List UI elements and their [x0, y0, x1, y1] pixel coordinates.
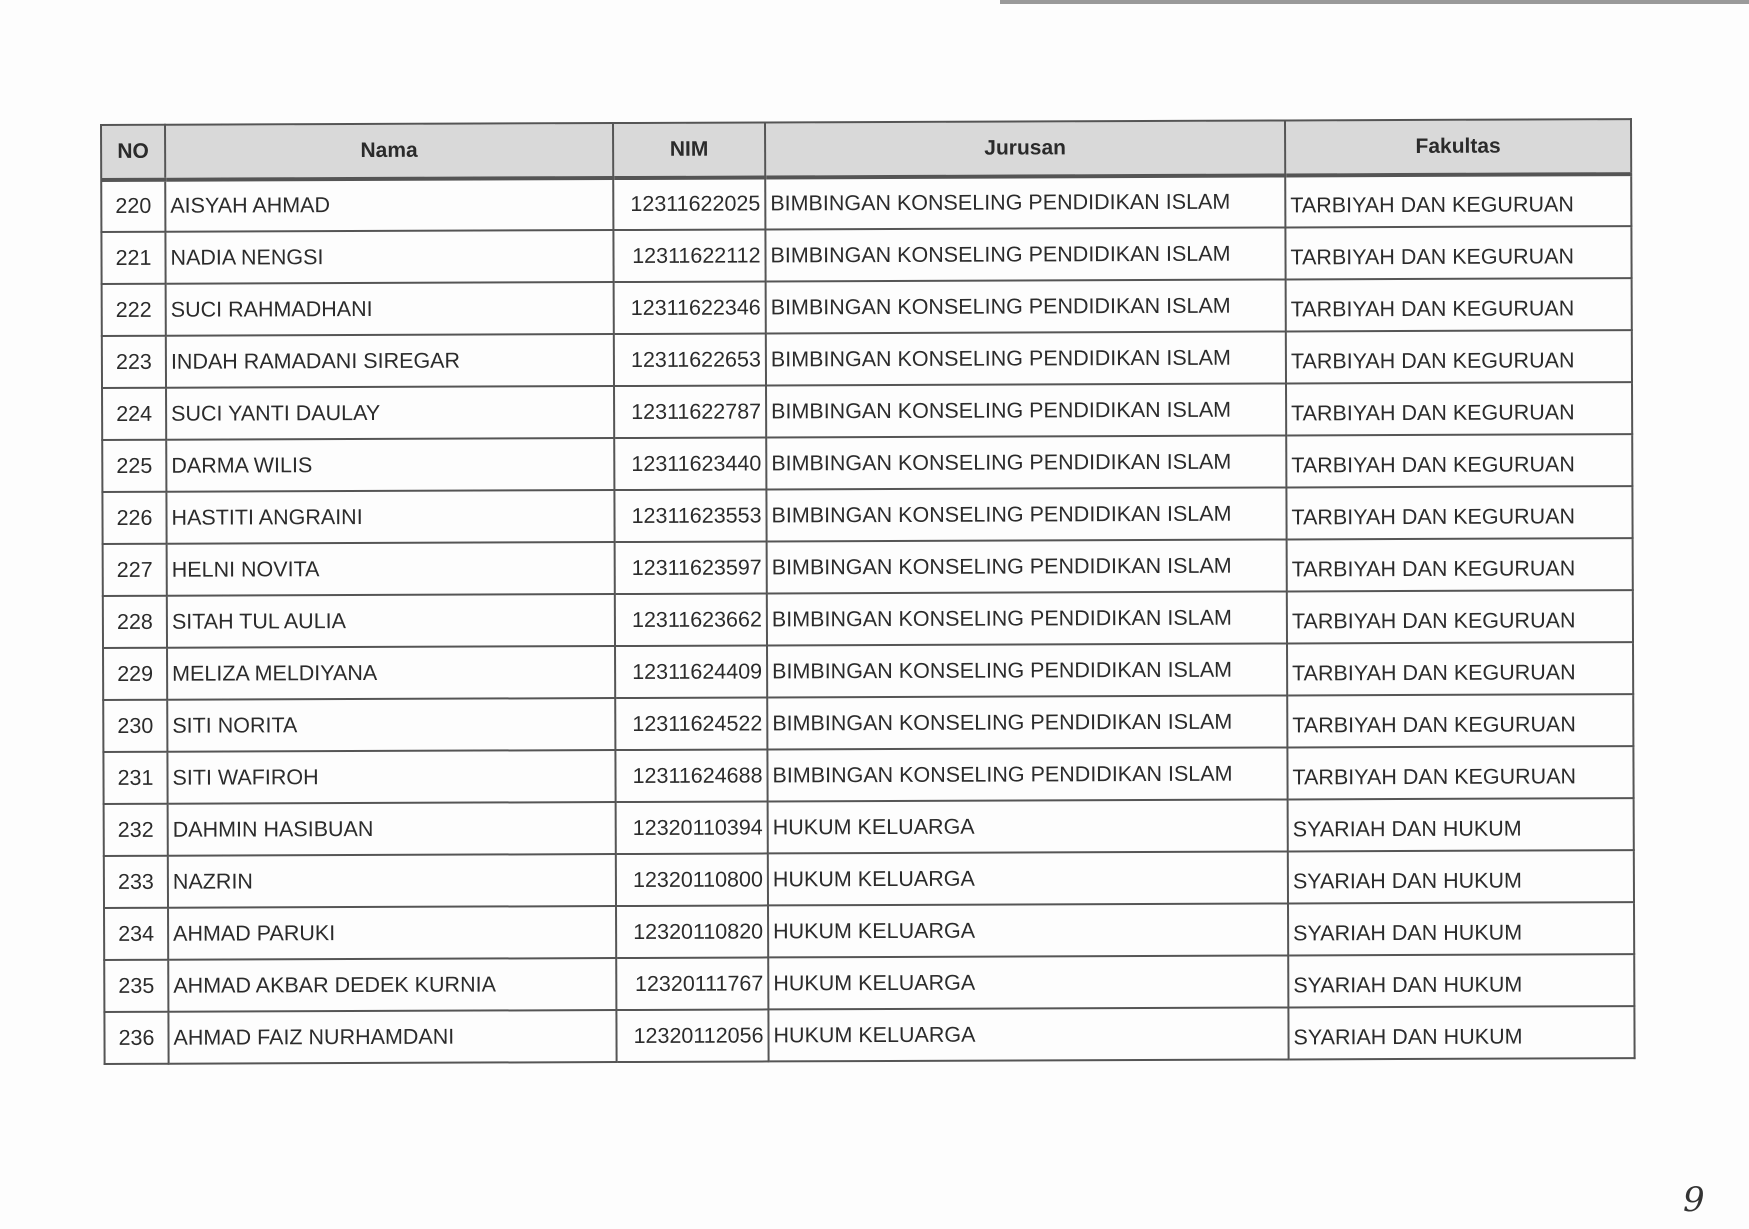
cell-nim: 12320111767	[616, 957, 768, 1010]
header-nama: Nama	[165, 123, 613, 180]
cell-fakultas: TARBIYAH DAN KEGURUAN	[1285, 226, 1631, 279]
cell-no: 226	[102, 492, 166, 544]
cell-fakultas: SYARIAH DAN HUKUM	[1288, 850, 1634, 903]
cell-nama: DAHMIN HASIBUAN	[168, 802, 616, 856]
cell-jurusan: BIMBINGAN KONSELING PENDIDIKAN ISLAM	[766, 487, 1286, 541]
table-row	[102, 486, 1632, 544]
table-row	[103, 538, 1633, 596]
table-row	[102, 382, 1632, 440]
cell-no: 233	[104, 856, 168, 908]
table-row	[104, 902, 1634, 960]
cell-fakultas: TARBIYAH DAN KEGURUAN	[1287, 642, 1633, 695]
cell-jurusan: BIMBINGAN KONSELING PENDIDIKAN ISLAM	[767, 643, 1287, 697]
header-fakultas: Fakultas	[1285, 119, 1631, 175]
cell-nim: 12311623597	[615, 541, 767, 594]
cell-jurusan: HUKUM KELUARGA	[768, 903, 1288, 957]
cell-nim: 12320110800	[616, 853, 768, 906]
table-row	[101, 226, 1631, 284]
cell-no: 221	[101, 232, 165, 284]
table-row	[103, 590, 1633, 648]
cell-no: 220	[101, 180, 165, 232]
cell-nim: 12311624522	[615, 697, 767, 750]
table-row	[103, 694, 1633, 752]
cell-jurusan: BIMBINGAN KONSELING PENDIDIKAN ISLAM	[767, 747, 1287, 801]
table-row	[104, 1006, 1634, 1064]
cell-jurusan: BIMBINGAN KONSELING PENDIDIKAN ISLAM	[766, 279, 1286, 333]
table-row	[102, 434, 1632, 492]
table-row	[104, 798, 1634, 856]
cell-nama: NADIA NENGSI	[165, 230, 613, 284]
cell-no: 228	[103, 596, 167, 648]
page-number-mark: 9	[1683, 1180, 1705, 1220]
cell-nama: AHMAD AKBAR DEDEK KURNIA	[168, 958, 616, 1012]
cell-nim: 12311623553	[614, 489, 766, 542]
cell-jurusan: HUKUM KELUARGA	[768, 1007, 1288, 1061]
cell-jurusan: BIMBINGAN KONSELING PENDIDIKAN ISLAM	[765, 175, 1285, 229]
cell-fakultas: SYARIAH DAN HUKUM	[1288, 1006, 1634, 1059]
cell-nama: SUCI RAHMADHANI	[166, 282, 614, 336]
table-row	[104, 850, 1634, 908]
table-row	[102, 278, 1632, 336]
table-header-row	[101, 119, 1631, 180]
cell-no: 222	[102, 284, 166, 336]
cell-nama: SITAH TUL AULIA	[167, 594, 615, 648]
table-body	[101, 174, 1634, 1064]
cell-nim: 12320110394	[616, 801, 768, 854]
cell-no: 227	[103, 544, 167, 596]
cell-nama: AHMAD FAIZ NURHAMDANI	[168, 1010, 616, 1064]
student-table	[100, 118, 1636, 1065]
cell-nama: AISYAH AHMAD	[165, 178, 613, 232]
cell-no: 229	[103, 648, 167, 700]
cell-jurusan: BIMBINGAN KONSELING PENDIDIKAN ISLAM	[767, 539, 1287, 593]
cell-jurusan: BIMBINGAN KONSELING PENDIDIKAN ISLAM	[766, 331, 1286, 385]
cell-fakultas: SYARIAH DAN HUKUM	[1288, 798, 1634, 851]
cell-nama: AHMAD PARUKI	[168, 906, 616, 960]
cell-fakultas: TARBIYAH DAN KEGURUAN	[1286, 382, 1632, 435]
cell-jurusan: BIMBINGAN KONSELING PENDIDIKAN ISLAM	[766, 435, 1286, 489]
cell-jurusan: HUKUM KELUARGA	[768, 799, 1288, 853]
cell-nama: SITI NORITA	[167, 698, 615, 752]
cell-no: 230	[103, 700, 167, 752]
cell-nim: 12311624688	[615, 749, 767, 802]
cell-nim: 12311622346	[614, 281, 766, 334]
cell-fakultas: TARBIYAH DAN KEGURUAN	[1286, 434, 1632, 487]
cell-nama: MELIZA MELDIYANA	[167, 646, 615, 700]
cell-nim: 12320110820	[616, 905, 768, 958]
cell-fakultas: TARBIYAH DAN KEGURUAN	[1287, 694, 1633, 747]
header-jurusan: Jurusan	[765, 120, 1285, 177]
cell-no: 225	[102, 440, 166, 492]
cell-jurusan: BIMBINGAN KONSELING PENDIDIKAN ISLAM	[767, 591, 1287, 645]
cell-nama: HASTITI ANGRAINI	[166, 490, 614, 544]
table-row	[104, 954, 1634, 1012]
table-row	[101, 174, 1631, 232]
cell-fakultas: TARBIYAH DAN KEGURUAN	[1287, 590, 1633, 643]
cell-nim: 12311622112	[613, 229, 765, 282]
cell-no: 235	[104, 960, 168, 1012]
cell-no: 236	[104, 1012, 168, 1064]
table-row	[102, 330, 1632, 388]
cell-nim: 12311622025	[613, 177, 765, 230]
cell-nama: SITI WAFIROH	[167, 750, 615, 804]
scan-edge-artifact	[1000, 0, 1749, 4]
cell-jurusan: BIMBINGAN KONSELING PENDIDIKAN ISLAM	[767, 695, 1287, 749]
table-row	[103, 642, 1633, 700]
cell-jurusan: HUKUM KELUARGA	[768, 851, 1288, 905]
cell-jurusan: BIMBINGAN KONSELING PENDIDIKAN ISLAM	[766, 383, 1286, 437]
header-nim: NIM	[613, 122, 765, 178]
cell-fakultas: SYARIAH DAN HUKUM	[1288, 902, 1634, 955]
cell-no: 232	[104, 804, 168, 856]
cell-fakultas: TARBIYAH DAN KEGURUAN	[1287, 746, 1633, 799]
cell-nim: 12311623662	[615, 593, 767, 646]
cell-fakultas: TARBIYAH DAN KEGURUAN	[1286, 330, 1632, 383]
cell-no: 234	[104, 908, 168, 960]
cell-nama: INDAH RAMADANI SIREGAR	[166, 334, 614, 388]
cell-jurusan: HUKUM KELUARGA	[768, 955, 1288, 1009]
cell-nim: 12311622787	[614, 385, 766, 438]
cell-fakultas: TARBIYAH DAN KEGURUAN	[1285, 174, 1631, 227]
cell-fakultas: TARBIYAH DAN KEGURUAN	[1286, 278, 1632, 331]
cell-nama: SUCI YANTI DAULAY	[166, 386, 614, 440]
cell-fakultas: TARBIYAH DAN KEGURUAN	[1286, 486, 1632, 539]
cell-nim: 12311623440	[614, 437, 766, 490]
cell-no: 224	[102, 388, 166, 440]
cell-nim: 12311624409	[615, 645, 767, 698]
cell-fakultas: TARBIYAH DAN KEGURUAN	[1287, 538, 1633, 591]
cell-nama: HELNI NOVITA	[167, 542, 615, 596]
cell-no: 223	[102, 336, 166, 388]
cell-no: 231	[103, 752, 167, 804]
cell-nim: 12320112056	[616, 1009, 768, 1062]
header-no: NO	[101, 125, 165, 180]
cell-nim: 12311622653	[614, 333, 766, 386]
cell-nama: DARMA WILIS	[166, 438, 614, 492]
cell-fakultas: SYARIAH DAN HUKUM	[1288, 954, 1634, 1007]
table-row	[103, 746, 1633, 804]
cell-jurusan: BIMBINGAN KONSELING PENDIDIKAN ISLAM	[765, 227, 1285, 281]
cell-nama: NAZRIN	[168, 854, 616, 908]
